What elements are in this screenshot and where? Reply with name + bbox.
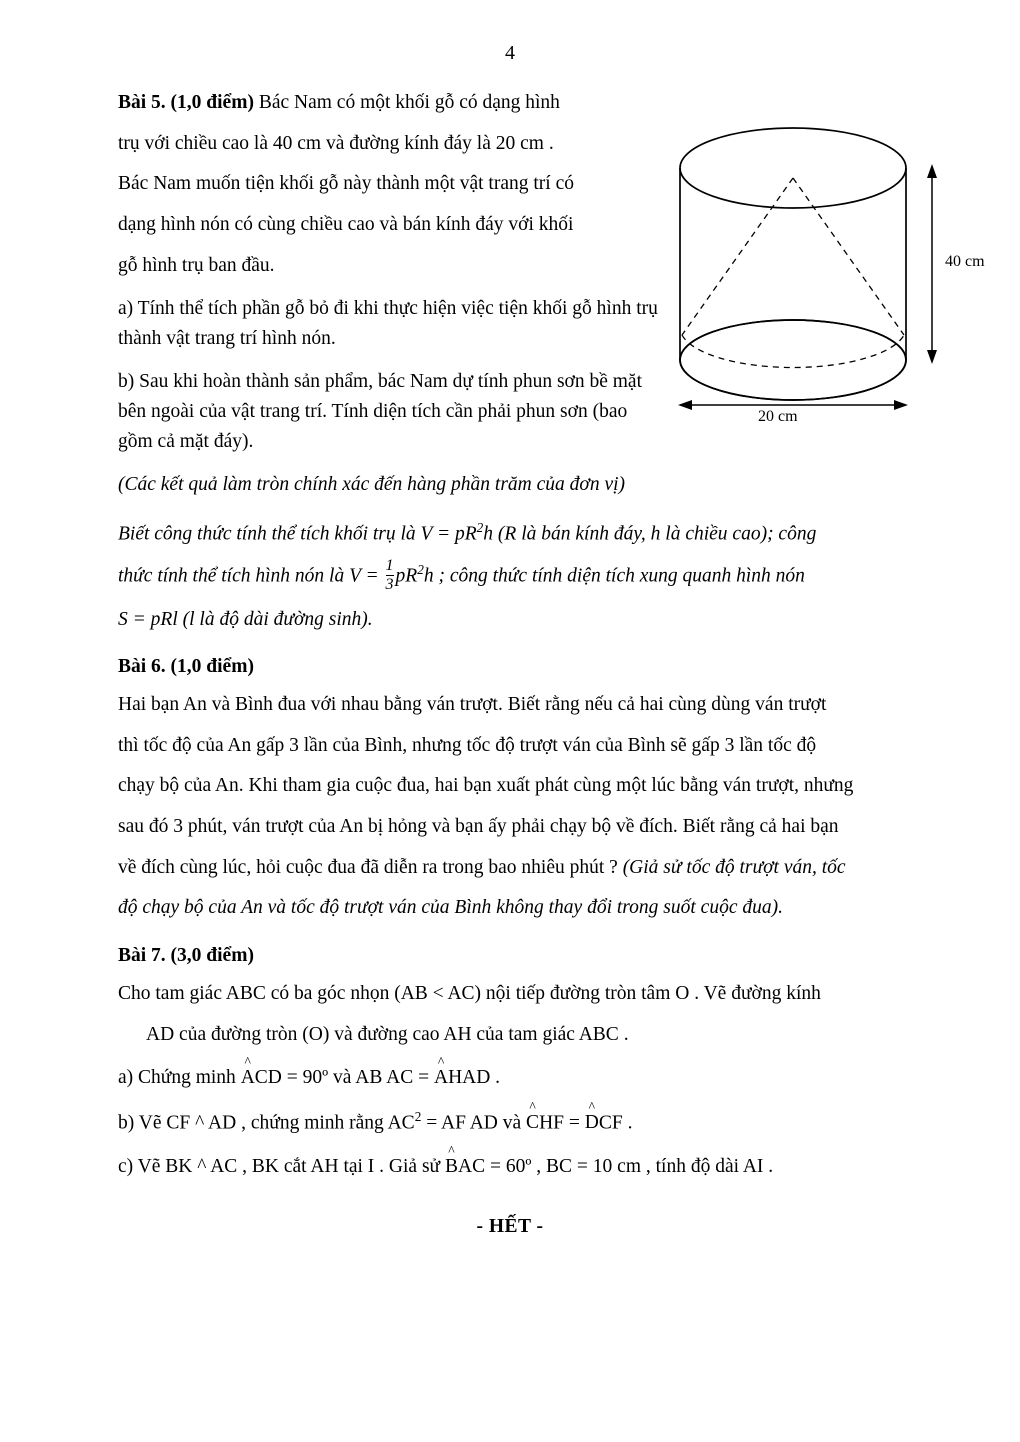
- formula-2-start: thức tính thể tích hình nón là V =: [118, 565, 384, 587]
- formula-2-end: h ; công thức tính diện tích xung quanh hình nón: [423, 565, 805, 587]
- problem-5-intro-text-1: Bác Nam có một khối gỗ có dạng hình: [253, 92, 560, 113]
- problem-5-part-b: [118, 367, 663, 456]
- problem-6-italic-1: (Giả sử tốc độ trượt ván, tốc: [617, 856, 846, 878]
- problem-7-part-a-text: [118, 1053, 902, 1093]
- problem-5-note: [118, 470, 663, 500]
- problem-5-part-a: [118, 294, 663, 353]
- angle-letter-5: B: [445, 1155, 459, 1177]
- figure-height-label: 40 cm: [945, 253, 985, 270]
- problem-6-label: Bài 6. (1,0 điểm): [118, 656, 254, 678]
- problem-6-line-5: [118, 853, 902, 883]
- angle-letter-3: C: [526, 1112, 540, 1134]
- problem-6-italic-2: độ chạy bộ của An và tốc độ trượt ván của Bình không thay đổi trong suốt cuộc đua).: [118, 897, 783, 919]
- problem-7-body: [118, 979, 902, 1049]
- problem-6-line-1: Hai bạn An và Bình đua với nhau bằng ván trượt. Biết rằng nếu cả hai cùng dùng ván trượt: [118, 694, 827, 716]
- angle-letter-1: A: [240, 1067, 255, 1089]
- document-content: [118, 88, 902, 1238]
- angle-letter-2: A: [433, 1067, 449, 1089]
- problem-5-formula-line-2: [118, 559, 902, 595]
- formula-1-end: h (R là bán kính đáy, h là chiều cao); công: [483, 523, 817, 545]
- problem-5-note-text: (Các kết quả làm tròn chính xác đến hàng phần trăm của đơn vị): [118, 474, 626, 496]
- problem-5-part-a-text: a) Tính thể tích phần gỗ bỏ đi khi thực hiện việc tiện khối gỗ hình trụ thành vật trang trí hình nón.: [118, 298, 658, 349]
- part-b-pre: b) Vẽ CF ^ AD , chứng minh rằng AC: [118, 1112, 415, 1134]
- formula-2-fraction: [386, 558, 394, 594]
- part-a-end: HAD .: [448, 1067, 501, 1089]
- formula-2-numerator: 1: [385, 557, 394, 574]
- formula-2-mid: pR: [395, 565, 418, 587]
- problem-5-intro: [118, 88, 663, 280]
- part-c-pre: c) Vẽ BK ^ AC , BK cắt AH tại I . Giả sử: [118, 1155, 445, 1177]
- part-b-exponent: 2: [414, 1108, 422, 1124]
- problem-7-part-b-text: [118, 1098, 902, 1138]
- part-b-end: CF .: [598, 1112, 633, 1134]
- problem-7-line-1: Cho tam giác ABC có ba góc nhọn (AB < AC) nội tiếp đường tròn tâm O . Vẽ đường kính: [118, 982, 821, 1004]
- problem-6-line-5-text: về đích cùng lúc, hỏi cuộc đua đã diễn ra trong bao nhiêu phút ?: [118, 856, 618, 878]
- problem-6-line-4: sau đó 3 phút, ván trượt của An bị hỏng và bạn ấy phải chạy bộ về đích. Biết rằng cả hai bạn: [118, 816, 839, 838]
- page-number: 4: [505, 42, 515, 64]
- angle-hat-1: ^: [244, 1053, 251, 1069]
- problem-5-intro-line-1: [118, 88, 663, 118]
- problem-5-intro-line-2: trụ với chiều cao là 40 cm và đường kính đáy là 20 cm .: [118, 132, 554, 154]
- angle-hat-5: ^: [448, 1142, 455, 1158]
- angle-letter-4: D: [584, 1112, 599, 1134]
- problem-7-label: Bài 7. (3,0 điểm): [118, 944, 254, 966]
- angle-symbol-dcf: [584, 1098, 599, 1138]
- figure-diameter-label: 20 cm: [758, 408, 798, 425]
- problem-6-line-3: chạy bộ của An. Khi tham gia cuộc đua, hai bạn xuất phát cùng một lúc bằng ván trượt, nhưng: [118, 775, 854, 797]
- problem-5-formula-line-3: S = pRl (l là độ dài đường sinh).: [118, 608, 373, 630]
- angle-hat-2: ^: [437, 1053, 445, 1069]
- problem-7-part-a: [118, 1053, 902, 1093]
- formula-2-denominator: 3: [385, 575, 394, 593]
- formula-1-start: Biết công thức tính thể tích khối trụ là V = pR: [118, 523, 477, 545]
- problem-5-formulas: [118, 518, 902, 634]
- problem-5-intro-line-5: gỗ hình trụ ban đầu.: [118, 254, 275, 276]
- problem-6-body: [118, 690, 902, 923]
- angle-symbol-acd: [240, 1053, 255, 1093]
- part-a-pre: a) Chứng minh: [118, 1067, 241, 1089]
- angle-symbol-ahad: [433, 1053, 449, 1093]
- problem-7-line-2: AD của đường tròn (O) và đường cao AH của tam giác ABC .: [146, 1023, 629, 1045]
- problem-7-part-c-text: [118, 1142, 902, 1182]
- part-b-mid: = AF AD và: [421, 1112, 527, 1134]
- problem-5-intro-line-4: dạng hình nón có cùng chiều cao và bán kính đáy với khối: [118, 213, 574, 235]
- problem-7-part-b: [118, 1098, 902, 1138]
- problem-5-formula-line-1: [118, 518, 902, 549]
- angle-symbol-chf: [526, 1098, 540, 1138]
- formula-1-exponent: 2: [476, 519, 484, 535]
- angle-hat-3: ^: [529, 1098, 536, 1114]
- part-a-mid: CD = 90º và AB AC =: [254, 1067, 434, 1089]
- angle-hat-4: ^: [588, 1098, 595, 1114]
- part-b-mid-2: HF =: [539, 1112, 585, 1134]
- end-marker: - HẾT -: [476, 1215, 544, 1237]
- formula-2-exponent: 2: [417, 561, 424, 577]
- problem-6-line-2: thì tốc độ của An gấp 3 lần của Bình, nhưng tốc độ trượt ván của Bình sẽ gấp 3 lần tốc độ: [118, 734, 817, 756]
- problem-7-part-c: [118, 1142, 902, 1182]
- problem-5-label: Bài 5. (1,0 điểm): [118, 92, 254, 113]
- problem-5-intro-line-3: Bác Nam muốn tiện khối gỗ này thành một vật trang trí có: [118, 173, 574, 195]
- problem-5-part-b-text: b) Sau khi hoàn thành sản phẩm, bác Nam dự tính phun sơn bề mặt bên ngoài của vật trang trí. Tính diện tích cần phải phun sơn (bao gồm cả mặt đáy).: [118, 371, 642, 452]
- part-c-end: AC = 60º , BC = 10 cm , tính độ dài AI .: [458, 1155, 774, 1177]
- angle-symbol-bac: [445, 1142, 459, 1182]
